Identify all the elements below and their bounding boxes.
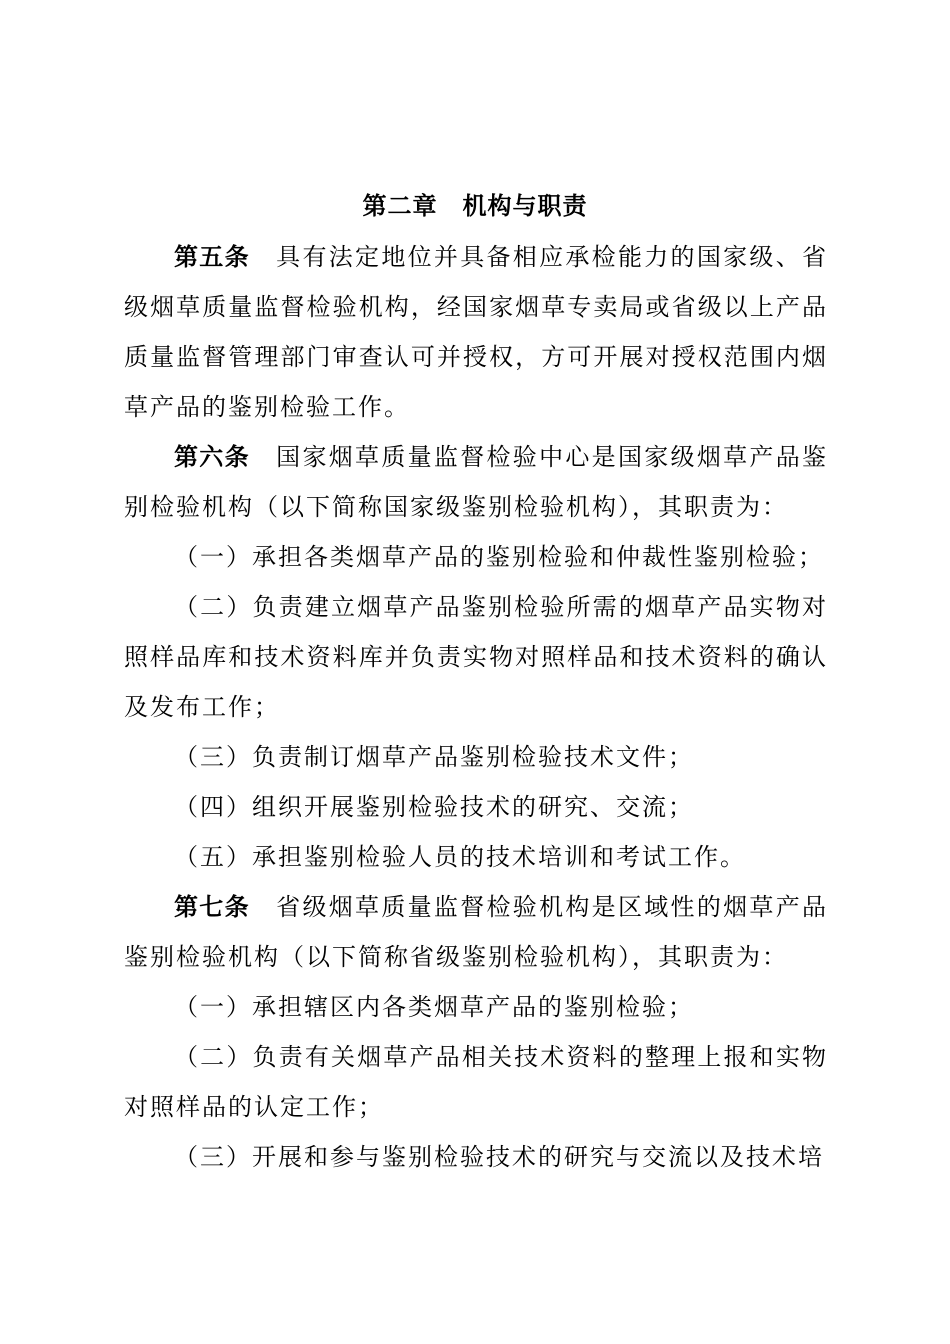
list-item: （一）承担辖区内各类烟草产品的鉴别检验； [174,993,694,1021]
article-text: 国家烟草质量监督检验中心是国家级烟草产品鉴别检验机构（以下简称国家级鉴别检验机构），其职责为： [124,443,828,521]
chapter-title: 第二章 机构与职责 [362,192,588,220]
article-text: 具有法定地位并具备相应承检能力的国家级、省级烟草质量监督检验机构，经国家烟草专卖局或省级以上产品质量监督管理部门审查认可并授权，方可开展对授权范围内烟草产品的鉴别检验工作。 [124,243,828,421]
list-item: （二）负责有关烟草产品相关技术资料的整理上报和实物对照样品的认定工作； [124,1043,828,1121]
article-text: 省级烟草质量监督检验机构是区域性的烟草产品鉴别检验机构（以下简称省级鉴别检验机构），其职责为： [124,893,828,971]
article-6-paragraph [124,432,828,532]
document-body [124,232,828,1182]
list-item: （二）负责建立烟草产品鉴别检验所需的烟草产品实物对照样品库和技术资料库并负责实物对照样品和技术资料的确认及发布工作； [124,593,828,721]
list-item: （三）开展和参与鉴别检验技术的研究与交流以及技术培 [174,1143,824,1171]
list-item: （五）承担鉴别检验人员的技术培训和考试工作。 [174,843,746,871]
article-number: 第六条 [174,443,250,471]
list-item: （四）组织开展鉴别检验技术的研究、交流； [174,793,694,821]
article-7-paragraph [124,882,828,982]
list-item: （一）承担各类烟草产品的鉴别检验和仲裁性鉴别检验； [174,543,824,571]
list-item: （三）负责制订烟草产品鉴别检验技术文件； [174,743,694,771]
article-number: 第五条 [174,243,250,271]
article-number: 第七条 [174,893,250,921]
article-5-paragraph [124,232,828,432]
